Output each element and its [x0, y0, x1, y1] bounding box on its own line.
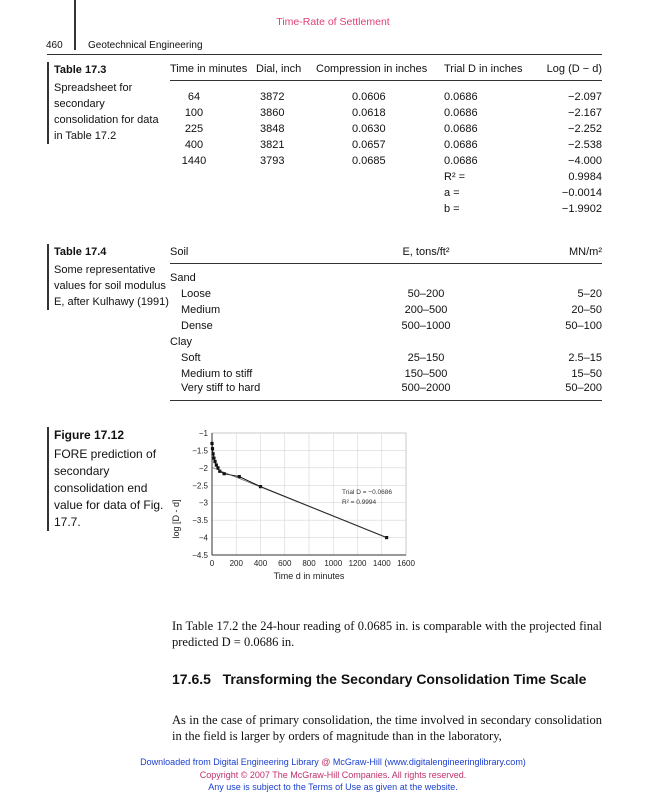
cell: Medium	[181, 304, 221, 316]
section-heading	[172, 671, 602, 688]
cell: 0.0657	[352, 139, 386, 151]
y-tick-label: −4.5	[192, 551, 208, 560]
stat-row-r2	[170, 169, 602, 185]
footer-link[interactable]: McGraw-Hill (www.digitalengineeringlibrary.com)	[330, 757, 526, 767]
table-row	[170, 382, 602, 401]
cell: Very stiff to hard	[170, 382, 360, 401]
figure-17-12-label: Figure 17.12	[54, 428, 125, 442]
x-tick-label: 200	[229, 559, 243, 568]
header-rule	[47, 54, 602, 55]
cell: 500–2000	[360, 382, 492, 401]
y-tick-label: −3	[198, 498, 208, 508]
footer-text: Downloaded from Digital Engineering Library	[140, 757, 322, 767]
data-point	[211, 452, 214, 455]
col-header-e-tons: E, tons/ft²	[360, 241, 492, 264]
cell: 0.0685	[352, 155, 386, 167]
cell: Loose	[181, 288, 211, 300]
running-title: Time-Rate of Settlement	[276, 16, 390, 28]
cell: −2.167	[568, 107, 602, 119]
data-point	[216, 466, 219, 469]
x-tick-label: 0	[209, 559, 215, 568]
y-tick-label: −1.5	[192, 446, 208, 456]
footer-terms: Any use is subject to the Terms of Use as given at the website.	[208, 782, 458, 792]
table-header-row	[170, 241, 602, 264]
cell: 0.0686	[444, 91, 478, 103]
cell: 2.5–15	[568, 352, 602, 364]
cell: 5–20	[577, 288, 602, 300]
cell: 50–200	[407, 288, 445, 300]
x-axis-label: Time d in minutes	[273, 571, 345, 581]
cell: 64	[187, 91, 201, 103]
figure-17-12-caption-block	[47, 427, 169, 531]
table-row	[170, 366, 602, 382]
cell: 3848	[260, 123, 285, 135]
figure-17-12-chart	[170, 424, 430, 589]
cell: 15–50	[571, 368, 602, 380]
table-17-4-caption: Some representative values for soil modulus E, after Kulhawy (1991)	[54, 264, 169, 308]
cell: Medium to stiff	[181, 368, 253, 380]
table-header-row	[170, 58, 602, 81]
col-header-trial-d: Trial D in inches	[444, 58, 538, 81]
paragraph: In Table 17.2 the 24-hour reading of 0.0685 in. is comparable with the projected final predicted D = 0.0686 in.	[172, 619, 602, 649]
cell: 20–50	[571, 304, 602, 316]
cell: 3872	[260, 91, 285, 103]
x-tick-label: 600	[278, 559, 292, 568]
page-number: 460	[46, 40, 63, 51]
table-17-3-caption-block	[47, 62, 169, 144]
cell: 1440	[181, 155, 207, 167]
data-point	[212, 456, 215, 459]
header-divider	[74, 0, 76, 50]
y-axis-label: log [D - d]	[171, 499, 181, 539]
table-row	[170, 137, 602, 153]
stat-row-b	[170, 201, 602, 217]
stat-label: a =	[444, 187, 460, 199]
cell: 500–1000	[401, 320, 451, 332]
paragraph: As in the case of primary consolidation, the time involved in secondary consolidation in the field is larger by orders of magnitude than in the laboratory,	[172, 713, 602, 743]
footer-copyright: Copyright © 2007 The McGraw-Hill Companies. All rights reserved.	[199, 769, 467, 780]
y-tick-label: −1	[198, 429, 208, 438]
cell: 400	[184, 139, 204, 151]
cell: 50–100	[565, 320, 602, 332]
cell: 0.0630	[352, 123, 386, 135]
y-tick-label: −2.5	[192, 481, 208, 491]
data-point	[215, 463, 218, 466]
cell: 3793	[260, 155, 285, 167]
table-17-4	[170, 241, 602, 401]
col-header-time: Time in minutes	[170, 58, 256, 81]
table-row	[170, 286, 602, 302]
cell: 3860	[260, 107, 285, 119]
group-row-sand	[170, 270, 602, 286]
cell: 150–500	[404, 368, 448, 380]
cell: 100	[184, 107, 204, 119]
chart-annotation-trial-d: Trial D = −0.0686	[342, 489, 392, 496]
stat-value: −1.9902	[561, 203, 602, 215]
footer	[0, 756, 666, 794]
table-17-4-caption-block	[47, 244, 169, 310]
cell: Soft	[181, 352, 201, 364]
x-tick-label: 1200	[348, 559, 367, 568]
x-tick-label: 1400	[372, 559, 391, 568]
stat-value: 0.9984	[568, 171, 602, 183]
table-row	[170, 350, 602, 366]
col-header-compression: Compression in inches	[316, 58, 444, 81]
x-tick-label: 1600	[397, 559, 415, 568]
cell: 50–200	[492, 382, 602, 401]
cell: −2.097	[568, 91, 602, 103]
cell: 0.0618	[352, 107, 386, 119]
table-row	[170, 318, 602, 334]
x-tick-label: 1000	[324, 559, 343, 568]
col-header-soil: Soil	[170, 241, 360, 264]
cell: Dense	[181, 320, 213, 332]
cell: 3821	[260, 139, 285, 151]
stat-label: b =	[444, 203, 460, 215]
section-title: Transforming the Secondary Consolidation Time Scale	[222, 671, 587, 687]
cell: −2.252	[568, 123, 602, 135]
table-row	[170, 302, 602, 318]
x-tick-label: 400	[253, 559, 268, 568]
data-point	[210, 442, 213, 445]
y-tick-label: −4	[198, 533, 208, 543]
cell: 200–500	[404, 304, 448, 316]
figure-17-12-caption: FORE prediction of secondary consolidation end value for data of Fig. 17.7.	[54, 447, 164, 529]
stat-row-a	[170, 185, 602, 201]
y-tick-label: −3.5	[192, 516, 208, 526]
table-row	[170, 153, 602, 169]
stat-label: R² =	[444, 171, 466, 183]
table-row	[170, 89, 602, 105]
table-17-3-label: Table 17.3	[54, 64, 107, 76]
group-label: Sand	[170, 272, 196, 284]
table-row	[170, 105, 602, 121]
col-header-mn: MN/m²	[492, 241, 602, 264]
table-17-3	[170, 58, 602, 217]
footer-download-line	[0, 756, 666, 769]
cell: 0.0686	[444, 107, 478, 119]
table-row	[170, 121, 602, 137]
cell: 225	[184, 123, 204, 135]
chart-annotation-r2: R² = 0.9994	[342, 499, 377, 506]
cell: −2.538	[568, 139, 602, 151]
table-17-4-label: Table 17.4	[54, 246, 107, 258]
section-number: 17.6.5	[172, 671, 211, 687]
data-point	[211, 447, 214, 450]
y-tick-label: −2	[198, 463, 208, 473]
group-row-clay	[170, 334, 602, 350]
cell: 25–150	[407, 352, 445, 364]
cell: 0.0686	[444, 155, 478, 167]
cell: 0.0686	[444, 139, 478, 151]
col-header-dial: Dial, inch	[256, 58, 316, 81]
cell: 0.0606	[352, 91, 386, 103]
col-header-log: Log (D − d)	[538, 58, 602, 81]
footer-at: @	[321, 757, 331, 767]
group-label: Clay	[170, 336, 193, 348]
cell: −4.000	[568, 155, 602, 167]
book-title: Geotechnical Engineering	[88, 40, 203, 51]
data-point	[213, 460, 216, 463]
table-17-3-caption: Spreadsheet for secondary consolidation for data in Table 17.2	[54, 82, 159, 142]
cell: 0.0686	[444, 123, 478, 135]
stat-value: −0.0014	[561, 187, 602, 199]
x-tick-label: 800	[302, 559, 316, 568]
